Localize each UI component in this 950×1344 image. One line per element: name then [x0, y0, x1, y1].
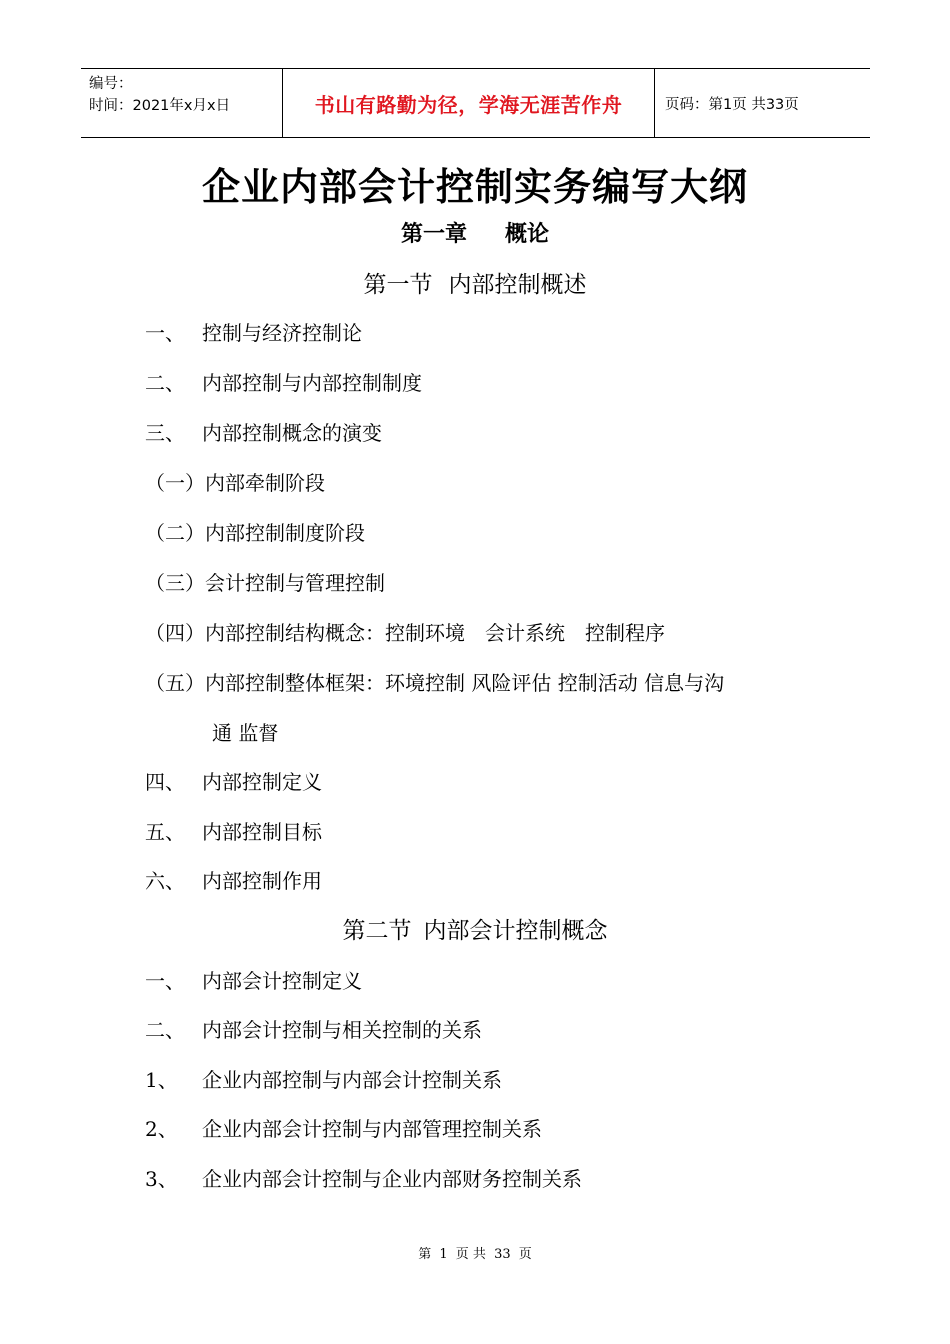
- outline-item: [145, 966, 362, 996]
- outline-item-continuation: [212, 718, 278, 748]
- time-label: 时间：2021年x月x日: [89, 98, 231, 114]
- item-number: （二）: [145, 521, 205, 545]
- item-text: 内部牵制阶段: [205, 471, 325, 495]
- serial-label: 编号：: [89, 76, 133, 92]
- item-number: 二、: [145, 371, 185, 395]
- outline-item: [145, 866, 322, 896]
- footer-page-number: 1: [439, 1247, 448, 1262]
- item-text: 内部会计控制与相关控制的关系: [202, 1018, 482, 1042]
- chapter-name: 概论: [505, 222, 550, 247]
- footer-suffix: 页: [518, 1247, 532, 1262]
- footer-middle: 页 共: [455, 1247, 486, 1262]
- item-text: 内部控制目标: [202, 820, 322, 844]
- item-number: （五）: [145, 671, 205, 695]
- outline-item: [145, 1164, 582, 1194]
- outline-item: [145, 618, 665, 648]
- page-footer: [0, 1245, 950, 1265]
- item-text: 企业内部会计控制与企业内部财务控制关系: [202, 1167, 582, 1191]
- item-number: 1、: [145, 1068, 178, 1092]
- outline-item: [145, 368, 422, 398]
- item-number: 四、: [145, 770, 185, 794]
- header-page-info: [655, 69, 870, 137]
- chapter-heading: [0, 219, 950, 251]
- section-heading-2: [0, 914, 950, 948]
- item-text: 会计控制与管理控制: [205, 571, 385, 595]
- chapter-number: 第一章: [400, 222, 467, 247]
- outline-item: [145, 418, 382, 448]
- header-meta: [81, 69, 282, 137]
- item-text: 内部控制定义: [202, 770, 322, 794]
- footer-prefix: 第: [418, 1247, 432, 1262]
- item-number: （四）: [145, 621, 205, 645]
- outline-item: [145, 568, 385, 598]
- document-title: 企业内部会计控制实务编写大纲: [201, 165, 748, 209]
- item-number: 三、: [145, 421, 185, 445]
- page-info-text: 页码：第1页 共33页: [665, 96, 799, 113]
- item-number: （三）: [145, 571, 205, 595]
- footer-total-pages: 33: [494, 1247, 511, 1262]
- item-number: 一、: [145, 969, 185, 993]
- item-text: 内部控制结构概念：控制环境 会计系统 控制程序: [205, 621, 665, 645]
- item-text: 企业内部会计控制与内部管理控制关系: [202, 1117, 542, 1141]
- outline-item: [145, 767, 322, 797]
- outline-item: [145, 817, 322, 847]
- item-number: 一、: [145, 321, 185, 345]
- item-number: 二、: [145, 1018, 185, 1042]
- item-text: 内部控制概念的演变: [202, 421, 382, 445]
- item-text: 企业内部控制与内部会计控制关系: [202, 1068, 502, 1092]
- section-number: 第一节: [363, 272, 433, 298]
- item-number: 六、: [145, 869, 185, 893]
- motto-text: 书山有路勤为径，学海无涯苦作舟: [314, 92, 623, 117]
- document-header: [81, 68, 870, 138]
- item-number: （一）: [145, 471, 205, 495]
- item-text: 内部控制整体框架：环境控制 风险评估 控制活动 信息与沟: [205, 671, 725, 695]
- section-heading-1: [0, 268, 950, 302]
- item-text: 内部控制作用: [202, 869, 322, 893]
- section-number: 第二节: [342, 918, 412, 944]
- item-text: 内部控制制度阶段: [205, 521, 365, 545]
- item-text: 控制与经济控制论: [202, 321, 362, 345]
- header-motto-cell: [282, 69, 655, 137]
- outline-item: [145, 318, 362, 348]
- outline-item: [145, 1114, 542, 1144]
- outline-item: [145, 668, 724, 698]
- section-name: 内部会计控制概念: [423, 918, 608, 944]
- item-number: 五、: [145, 820, 185, 844]
- outline-item: [145, 1065, 502, 1095]
- item-text: 内部控制与内部控制制度: [202, 371, 422, 395]
- outline-item: [145, 468, 325, 498]
- outline-item: [145, 518, 365, 548]
- item-number: 3、: [145, 1167, 178, 1191]
- item-text: 内部会计控制定义: [202, 969, 362, 993]
- item-number: 2、: [145, 1117, 178, 1141]
- item-text: 通 监督: [212, 721, 279, 745]
- outline-item: [145, 1015, 482, 1045]
- section-name: 内部控制概述: [448, 272, 587, 298]
